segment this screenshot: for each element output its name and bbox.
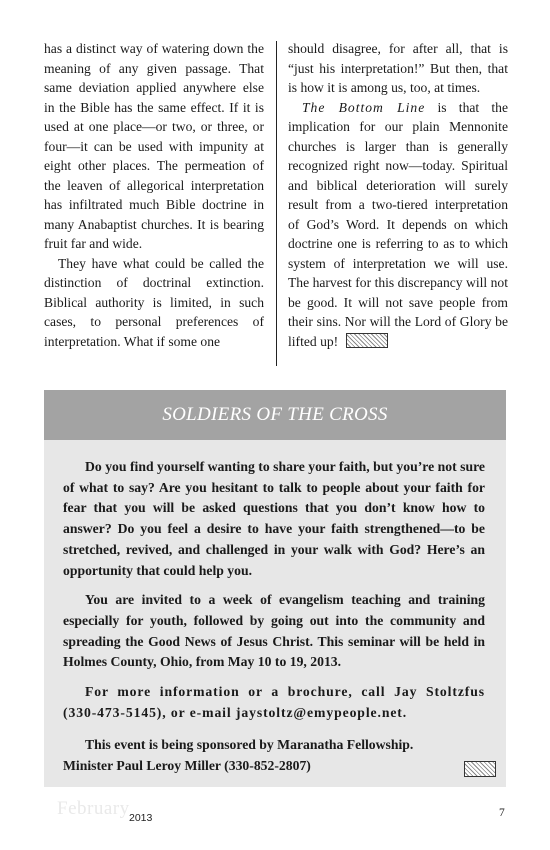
notice-paragraph-3: For more information or a brochure, call Jay Stoltzfus (330-473-5145), or e-mail jaystoltz@emypeople.net. — [63, 684, 485, 720]
notice-sponsor — [63, 735, 485, 776]
article-columns — [44, 39, 507, 372]
page-number: 7 — [499, 807, 505, 819]
right-paragraph-2 — [288, 98, 508, 352]
notice-paragraph-2: You are invited to a week of evangelism teaching and training especially for youth, followed by going out into the community and spreading the Good News of Jesus Christ. This seminar will be held in Holmes County, Ohio, from May 10 to 19, 2013. — [63, 592, 485, 670]
notice-box — [44, 440, 506, 787]
footer-month: February — [57, 798, 130, 819]
notice-banner — [44, 390, 506, 440]
notice-title: SOLDIERS OF THE CROSS — [162, 404, 388, 425]
end-of-notice-mark-icon — [464, 761, 496, 777]
left-paragraph-2: They have what could be called the distinction of doctrinal extinction. Biblical authority is limited, in such cases, to personal preferences of interpretation. What if some one — [44, 255, 264, 349]
notice-paragraph-1: Do you find yourself wanting to share your faith, but you’re not sure of what to say? Are you hesitant to talk to people about your faith for fear that you will be asked questions that you don’t know how to answer? Do you feel a desire to have your faith strengthened—to be stretched, revived, and challenged in your walk with God? Here’s an opportunity that could help you. — [63, 459, 485, 578]
footer-year: 2013 — [129, 812, 153, 824]
left-paragraph-1: has a distinct way of watering down the meaning of any given passage. That same deviation applied anywhere else in the Bible has the same effect. If it is used at one place—or two, or three, or four—it can be used with impunity at eight other places. The permeation of the leaven of allegorical interpretation has infiltrated much Bible doctrine in many Anabaptist churches. It is bearing fruit far and wide. — [44, 41, 264, 251]
minister-line: Minister Paul Leroy Miller (330-852-2807) — [63, 758, 311, 774]
right-paragraph-2-text: is that the implication for our plain Mennonite churches is larger than is generally recognized right now—today. Spiritual and biblical deterioration will surely result from a two-tiered interpretation of God’s Word. It depends on which doctrine one is referring to as to which system of interpretation we will use. The harvest for this discrepancy will not be good. It will not save people from their sins. Nor will the Lord of Glory be lifted up! — [288, 99, 509, 349]
right-column — [288, 39, 508, 351]
column-divider — [276, 41, 277, 366]
sponsor-line: This event is being sponsored by Maranatha Fellowship. — [85, 737, 414, 753]
notice-body — [63, 457, 485, 786]
end-of-article-mark-icon — [346, 333, 388, 348]
bottom-line-lead: The Bottom Line — [302, 99, 426, 115]
left-column — [44, 39, 264, 351]
right-paragraph-1: should disagree, for after all, that is “just his interpretation!” But then, that is how it is among us, too, at times. — [288, 41, 508, 95]
